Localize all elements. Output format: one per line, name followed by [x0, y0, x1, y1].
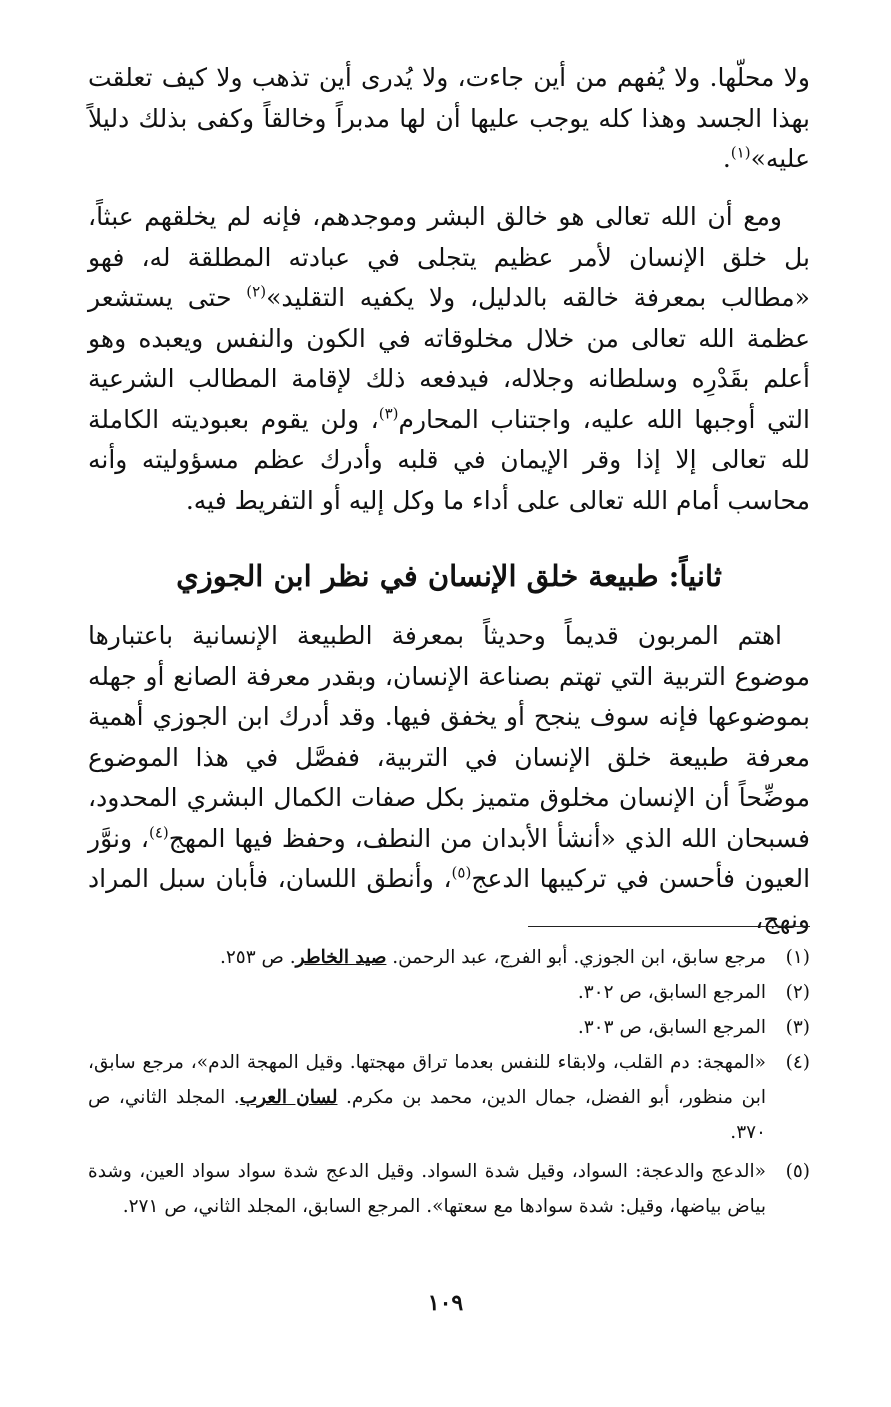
section-heading: ثانياً: طبيعة خلق الإنسان في نظر ابن الجوزي	[176, 559, 722, 593]
footnote-divider	[528, 926, 810, 927]
footnote-number: (٥)	[785, 1161, 810, 1182]
footnote-5	[88, 1154, 810, 1224]
footnotes-section	[88, 940, 810, 1224]
footnote-number: (١)	[785, 947, 810, 968]
footnote-ref-3[interactable]: (٣)	[378, 404, 399, 423]
footnote-number: (٣)	[785, 1017, 810, 1038]
paragraph-3: اهتم المربون قديماً وحديثاً بمعرفة الطبيعة الإنسانية باعتبارها موضوع التربية التي تهتم بصناعة الإنسان، وبقدر معرفة الصانع أو جهله بموضوعها فإنه سوف ينجح أو يخفق فيها. وقد أدرك ابن الجوزي أهمية معرفة طبيعة خلق الإنسان في التربية، ففصَّل في هذا الموضوع موضِّحاً أن الإنسان مخلوق متميز بكل صفات الكمال البشري المحدود، فسبحان الله الذي «أنشأ الأبدان من النطف، وحفظ فيها المهج$^{(٤)}$، ونوَّر العيون فأحسن في تركيبها الدعج$^{(٥)}$، وأنطق اللسان، فأبان سبل المراد ونهج،	[88, 621, 811, 934]
footnote-text: المرجع السابق، ص ٣٠٣.	[577, 1017, 766, 1038]
footnote-1	[88, 940, 810, 975]
footnote-ref-5[interactable]: (٥)	[451, 863, 472, 882]
main-text-middle	[88, 197, 810, 521]
footnote-3	[88, 1010, 810, 1045]
book-title: لسان العرب	[239, 1087, 338, 1108]
book-title: صيد الخاطر	[295, 947, 387, 968]
footnote-text: المرجع السابق، ص ٣٠٢.	[577, 982, 766, 1003]
footnote-4	[88, 1045, 810, 1150]
footnote-ref-4[interactable]: (٤)	[148, 823, 169, 842]
footnote-number: (٤)	[785, 1052, 810, 1073]
main-text-top	[88, 58, 810, 180]
main-text-bottom	[88, 616, 810, 940]
footnote-ref-1[interactable]: (١)	[730, 143, 751, 162]
footnote-ref-2[interactable]: (٢)	[246, 282, 267, 301]
footnote-number: (٢)	[785, 982, 810, 1003]
footnote-text: «الدعج والدعجة: السواد، وقيل شدة السواد. وقيل الدعج شدة سواد سواد العين، وشدة بياض بياضها، وقيل: شدة سوادها مع سعتها». المرجع السابق، المجلد الثاني، ص ٢٧١.	[88, 1161, 766, 1217]
paragraph-1: ولا محلّها. ولا يُفهم من أين جاءت، ولا يُدرى أين تذهب ولا كيف تعلقت بهذا الجسد وهذا كله يوجب عليها أن لها مدبراً وخالقاً وكفى بذلك دليلاً عليه»$^{(١)}$.	[88, 63, 810, 173]
page-number: ١٠٩	[427, 1290, 464, 1316]
paragraph-2: ومع أن الله تعالى هو خالق البشر وموجدهم، فإنه لم يخلقهم عبثاً، بل خلق الإنسان لأمر عظيم يتجلى في عبادته المطلقة له، فهو «مطالب بمعرفة خالقه بالدليل، ولا يكفيه التقليد»$^{(٢)}$ حتى يستشعر عظمة الله تعالى من خلال مخلوقاته في الكون والنفس ويعبده وهو أعلم بقَدْرِه وسلطانه وجلاله، فيدفعه ذلك لإقامة المطالب الشرعية التي أوجبها الله عليه، واجتناب المحارم$^{(٣)}$، ولن يقوم بعبوديته الكاملة لله تعالى إلا إذا وقر الإيمان في قلبه وأدرك عظم مسؤوليته وأنه محاسب أمام الله تعالى على أداء ما وكل إليه أو التفريط فيه.	[88, 202, 810, 515]
footnote-text: مرجع سابق، ابن الجوزي. أبو الفرج، عبد الرحمن. صيد الخاطر. ص ٢٥٣.	[219, 947, 766, 968]
footnote-2	[88, 975, 810, 1010]
footnote-text: «المهجة: دم القلب، ولابقاء للنفس بعدما تراق مهجتها. وقيل المهجة الدم»، مرجع سابق، ابن منظور، أبو الفضل، جمال الدين، محمد بن مكرم. لسان العرب. المجلد الثاني، ص ٣٧٠.	[88, 1052, 766, 1143]
